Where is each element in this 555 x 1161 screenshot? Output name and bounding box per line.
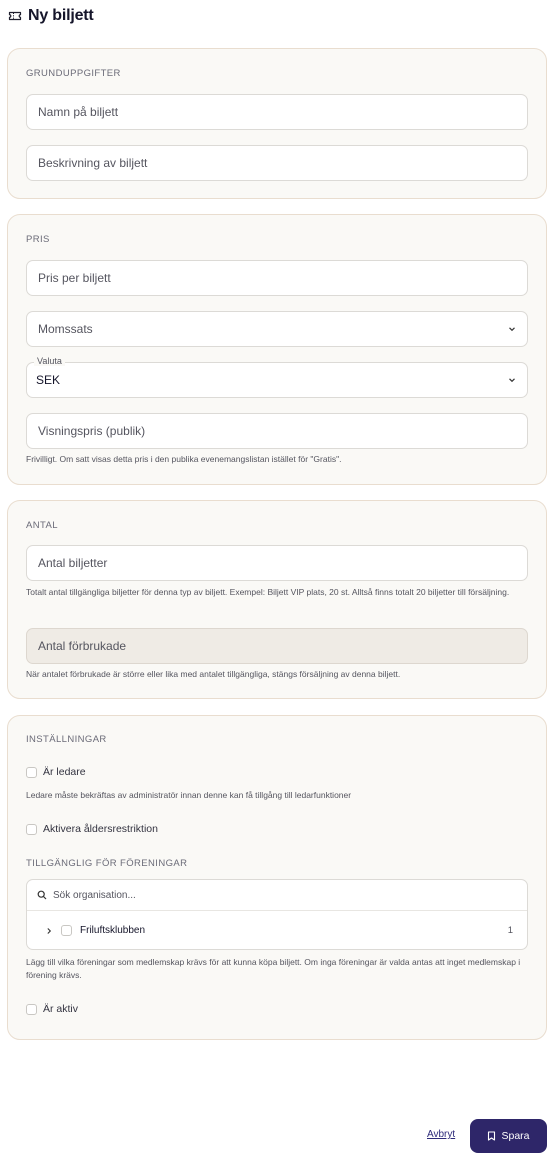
page-header bbox=[8, 6, 94, 26]
vat-placeholder: Momssats bbox=[38, 322, 93, 336]
price-per-ticket-input[interactable] bbox=[26, 260, 528, 296]
save-button[interactable] bbox=[470, 1119, 547, 1153]
ticket-description-placeholder: Beskrivning av biljett bbox=[38, 156, 148, 170]
ticket-count-help: Totalt antal tillgängliga biljetter för denna typ av biljett. Exempel: Biljett VIP plats, 20 st. Alltså finns totalt 20 biljetter till försäljning. bbox=[26, 587, 510, 597]
ticket-count-input[interactable] bbox=[26, 545, 528, 581]
age-restriction-checkbox[interactable] bbox=[26, 824, 37, 835]
save-label: Spara bbox=[501, 1130, 530, 1142]
display-price-help: Frivilligt. Om satt visas detta pris i den publika evenemangslistan istället för "Gratis". bbox=[26, 454, 342, 464]
section-title-orgs: TILLGÄNGLIG FÖR FÖRENINGAR bbox=[26, 858, 188, 869]
org-selector bbox=[26, 879, 528, 950]
org-member-count: 1 bbox=[507, 925, 513, 936]
display-price-placeholder: Visningspris (publik) bbox=[38, 424, 146, 438]
search-icon bbox=[37, 890, 47, 900]
active-checkbox[interactable] bbox=[26, 1004, 37, 1015]
currency-value: SEK bbox=[36, 373, 61, 387]
quantity-card bbox=[7, 500, 547, 699]
bookmark-icon bbox=[487, 1131, 496, 1141]
leader-checkbox[interactable] bbox=[26, 767, 37, 778]
org-name: Friluftsklubben bbox=[80, 925, 146, 936]
org-search-placeholder: Sök organisation... bbox=[53, 889, 136, 901]
ticket-name-placeholder: Namn på biljett bbox=[38, 105, 119, 119]
price-card bbox=[7, 214, 547, 485]
basic-info-card bbox=[7, 48, 547, 199]
cancel-button[interactable]: Avbryt bbox=[427, 1129, 456, 1140]
age-restriction-label: Aktivera åldersrestriktion bbox=[43, 823, 158, 835]
org-checkbox[interactable] bbox=[61, 925, 72, 936]
ticket-count-placeholder: Antal biljetter bbox=[38, 556, 108, 570]
display-price-input[interactable] bbox=[26, 413, 528, 449]
price-per-ticket-placeholder: Pris per biljett bbox=[38, 271, 111, 285]
active-label: Är aktiv bbox=[43, 1003, 79, 1015]
leader-label: Är ledare bbox=[43, 766, 86, 778]
used-count-help: När antalet förbrukade är större eller lika med antalet tillgängliga, stängs försäljning av denna biljett. bbox=[26, 669, 401, 679]
currency-select[interactable] bbox=[26, 356, 528, 398]
settings-card bbox=[7, 715, 547, 1040]
ticket-description-input[interactable] bbox=[26, 145, 528, 181]
section-title-basic: GRUNDUPPGIFTER bbox=[26, 68, 121, 79]
section-title-price: PRIS bbox=[26, 234, 50, 245]
used-count-placeholder: Antal förbrukade bbox=[38, 639, 127, 653]
age-restriction-checkbox-row[interactable] bbox=[26, 823, 158, 835]
currency-label: Valuta bbox=[34, 356, 65, 366]
org-list-item[interactable] bbox=[27, 911, 527, 950]
ticket-name-input[interactable] bbox=[26, 94, 528, 130]
ticket-icon bbox=[8, 9, 22, 23]
leader-help: Ledare måste bekräftas av administratör innan denne kan få tillgång till ledarfunktioner bbox=[26, 790, 352, 800]
chevron-down-icon bbox=[507, 324, 517, 334]
section-title-settings: INSTÄLLNINGAR bbox=[26, 734, 107, 745]
section-title-quantity: ANTAL bbox=[26, 520, 58, 531]
orgs-help: Lägg till vilka föreningar som medlemskap krävs för att kunna köpa biljett. Om inga föreningar är valda antas att inget medlemskap i förening krävs. bbox=[26, 957, 521, 980]
chevron-down-icon bbox=[507, 375, 517, 385]
org-search-input[interactable] bbox=[27, 880, 527, 911]
used-count-input bbox=[26, 628, 528, 664]
active-checkbox-row[interactable] bbox=[26, 1003, 78, 1015]
vat-select[interactable] bbox=[26, 311, 528, 347]
leader-checkbox-row[interactable] bbox=[26, 766, 86, 778]
chevron-right-icon[interactable] bbox=[45, 927, 53, 935]
page-title: Ny biljett bbox=[28, 7, 94, 24]
